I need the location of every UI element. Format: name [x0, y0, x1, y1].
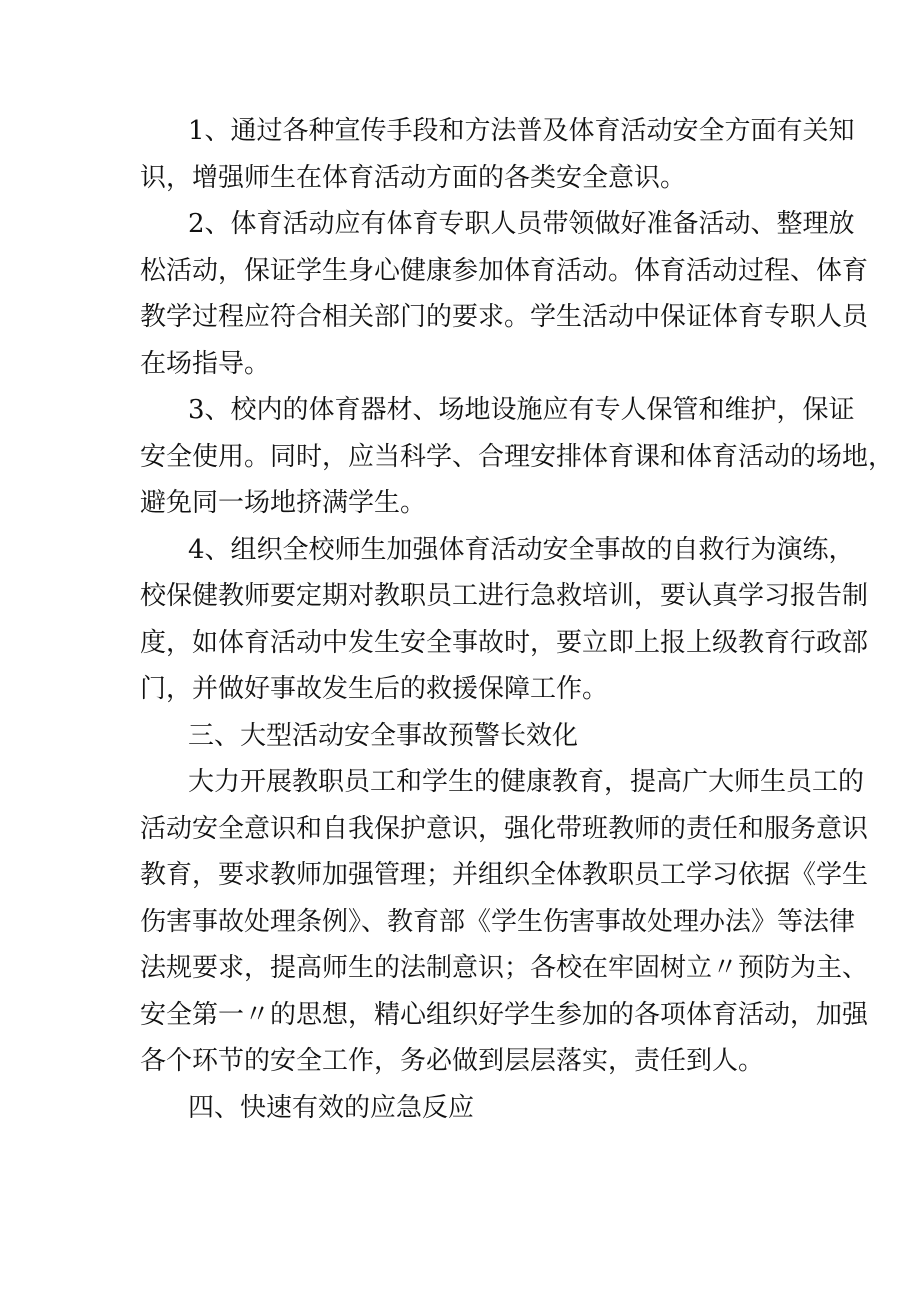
text-line: 教学过程应符合相关部门的要求。学生活动中保证体育专职人员 [140, 302, 869, 332]
document-body [140, 108, 895, 1131]
text-line: 松活动，保证学生身心健康参加体育活动。体育活动过程、体育 [140, 255, 869, 286]
paragraph-item-4 [140, 527, 869, 713]
text-line: 伤害事故处理条例》、教育部《学生伤害事故处理办法》等法律 [140, 906, 856, 937]
text-line: 3、校内的体育器材、场地设施应有专人保管和维护，保证 [188, 395, 855, 425]
text-line: 安全第一〃的思想，精心组织好学生参加的各项体育活动，加强 [140, 999, 869, 1030]
text-line: 安全使用。同时，应当科学、合理安排体育课和体育活动的场地， [140, 441, 895, 472]
paragraph-item-3 [140, 387, 895, 527]
heading-text: 四、快速有效的应急反应 [188, 1092, 475, 1123]
text-line: 各个环节的安全工作，务必做到层层落实，责任到人。 [140, 1046, 765, 1076]
section-heading-3 [140, 713, 788, 760]
text-line: 在场指导。 [140, 348, 271, 379]
text-line: 识，增强师生在体育活动方面的各类安全意识。 [140, 162, 687, 193]
paragraph-item-5 [140, 759, 869, 1085]
text-line: 教育，要求教师加强管理；并组织全体教职员工学习依据《学生 [140, 860, 869, 890]
text-line: 度，如体育活动中发生安全事故时，要立即上报上级教育行政部 [140, 627, 869, 658]
text-line: 大力开展教职员工和学生的健康教育，提高广大师生员工的 [188, 767, 865, 797]
text-line: 2、体育活动应有体育专职人员带领做好准备活动、整理放 [188, 209, 855, 239]
paragraph-item-1 [140, 108, 855, 201]
text-line: 门，并做好事故发生后的救援保障工作。 [140, 674, 609, 704]
text-line: 校保健教师要定期对教职员工进行急救培训，要认真学习报告制 [140, 581, 869, 611]
text-line: 4、组织全校师生加强体育活动安全事故的自救行为演练， [188, 534, 855, 565]
text-line: 法规要求，提高师生的法制意识；各校在牢固树立〃预防为主、 [140, 953, 869, 983]
text-line: 活动安全意识和自我保护意识，强化带班教师的责任和服务意识 [140, 813, 869, 844]
text-line: 1、通过各种宣传手段和方法普及体育活动安全方面有关知 [188, 116, 855, 146]
text-line: 避免同一场地挤满学生。 [140, 488, 427, 518]
paragraph-item-2 [140, 201, 869, 387]
section-heading-4 [140, 1085, 788, 1132]
heading-text: 三、大型活动安全事故预警长效化 [188, 720, 579, 751]
